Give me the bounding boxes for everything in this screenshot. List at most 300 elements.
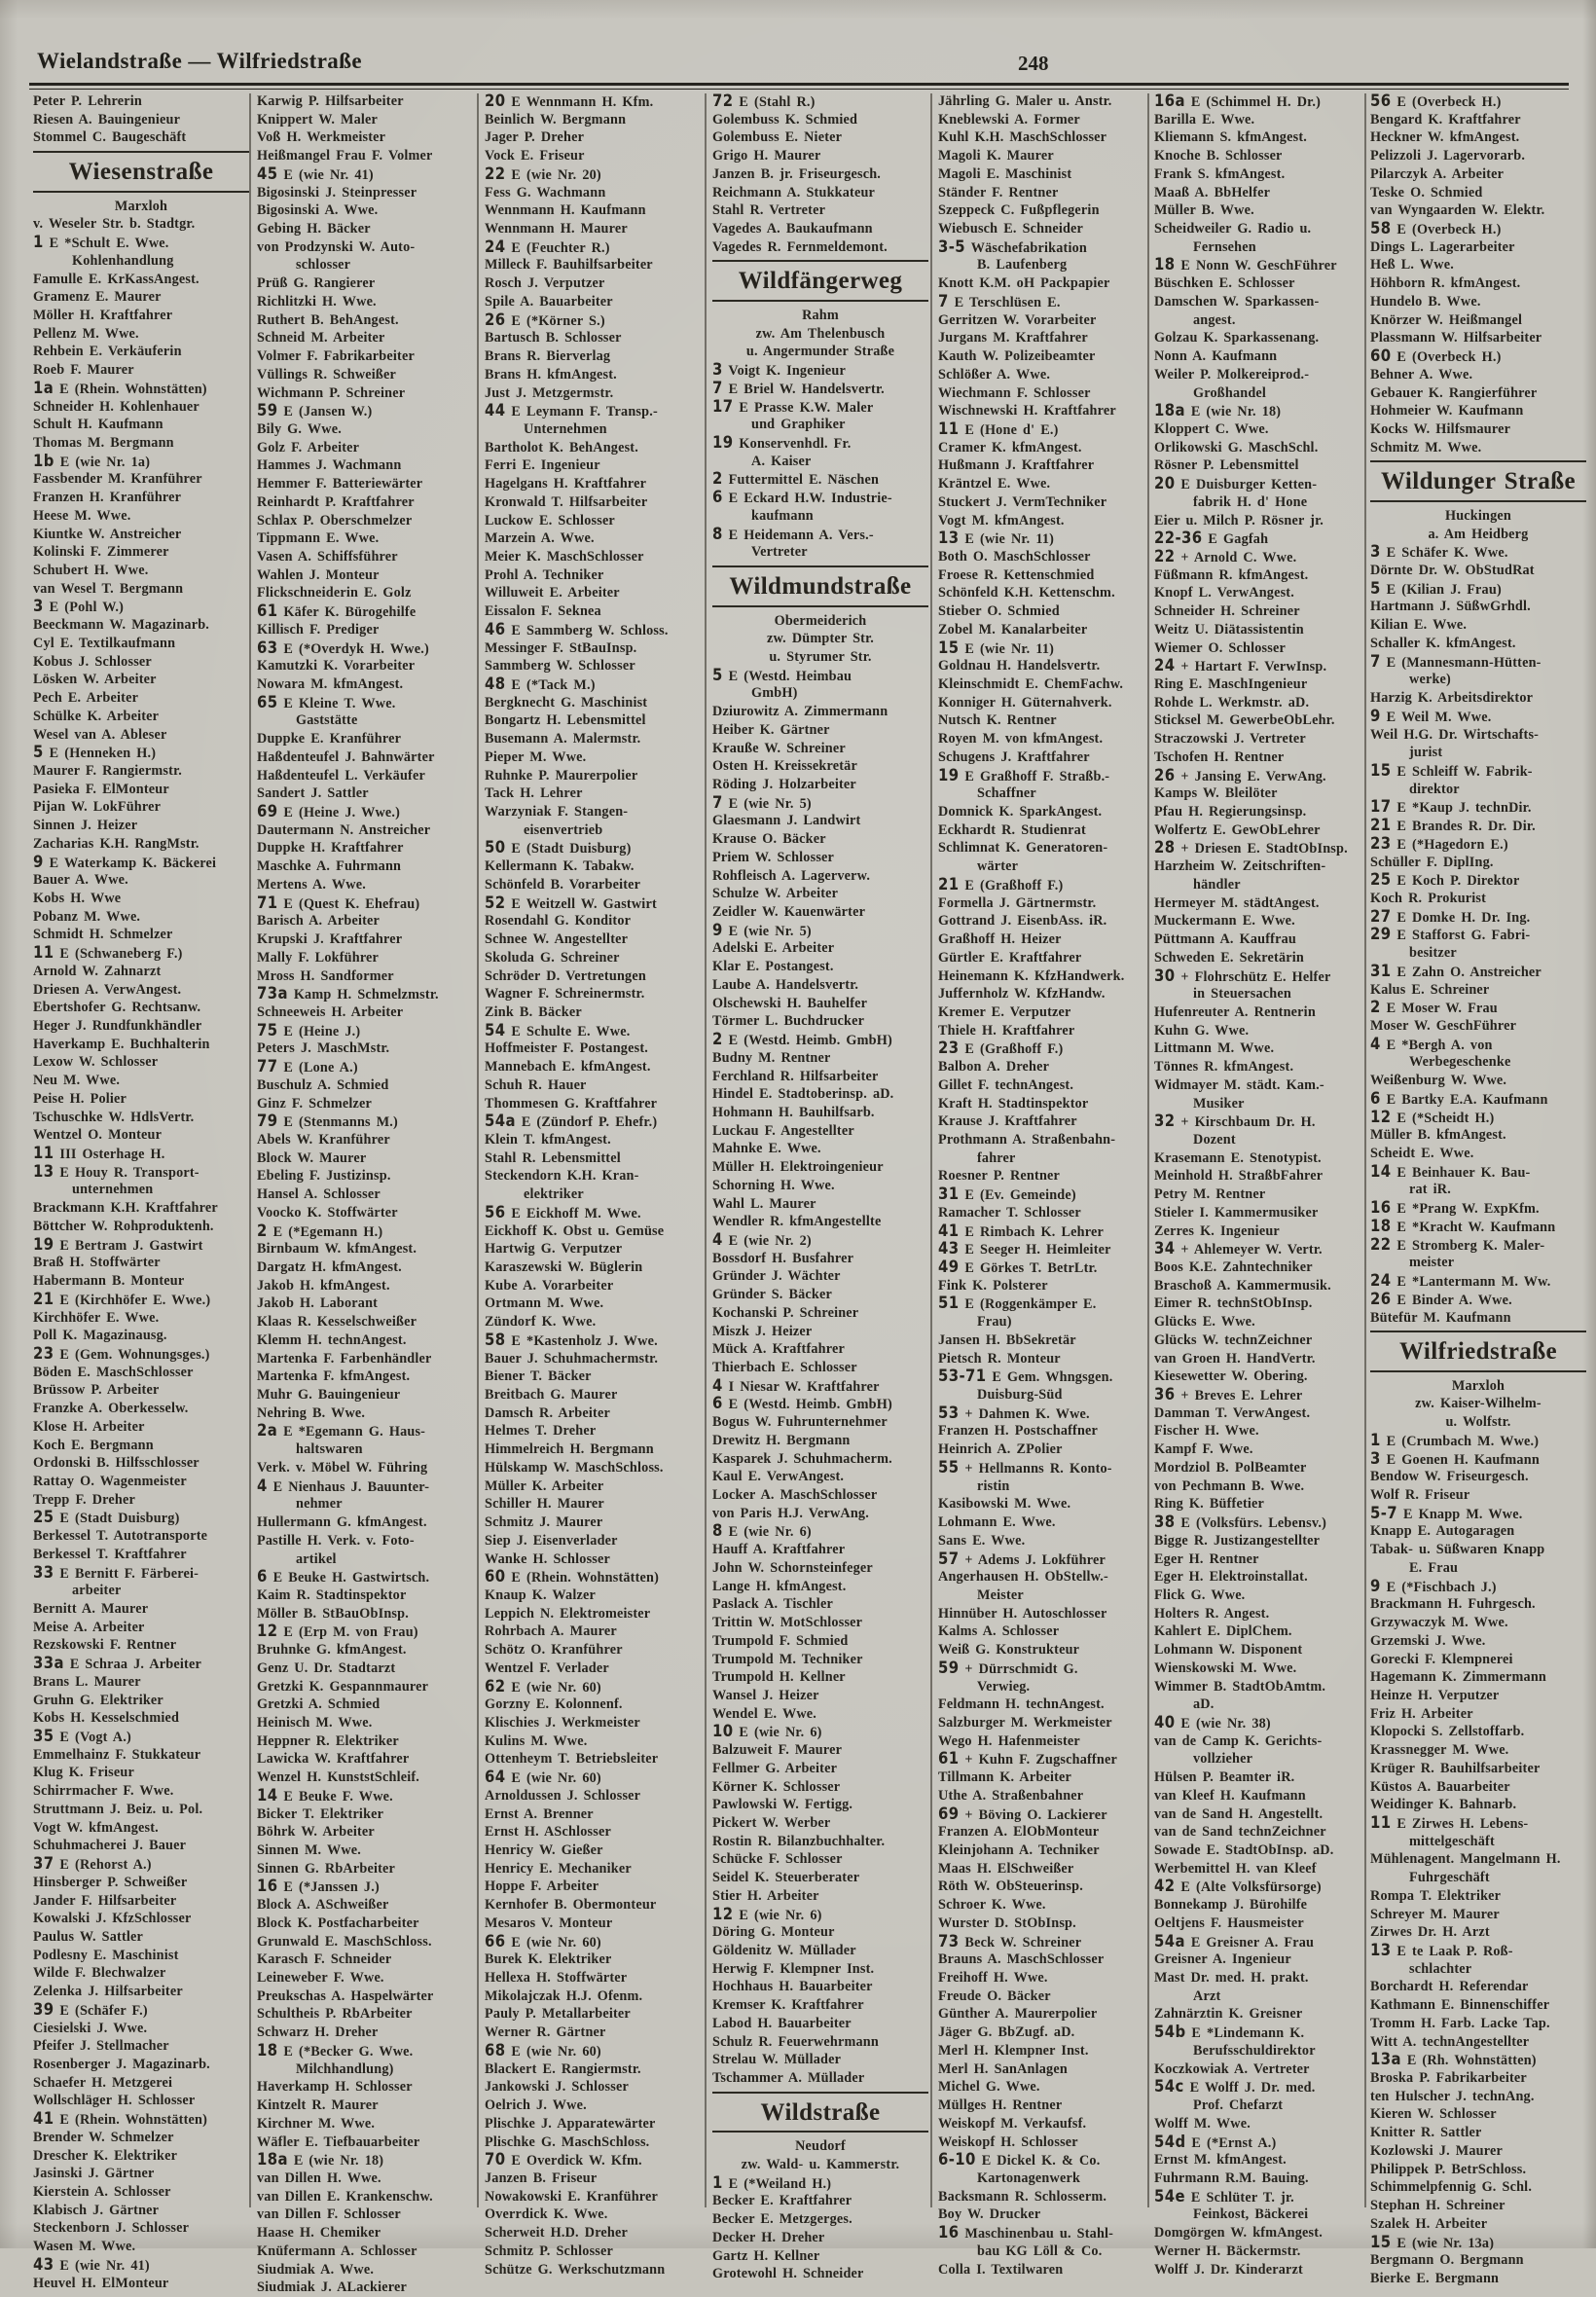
resident-entry-line: Genz U. Dr. Stadtarzt: [257, 1659, 396, 1676]
resident-entry-line: Brans H. kfmAngest.: [485, 366, 617, 383]
house-number: 52: [485, 893, 506, 912]
resident-entry-line: Hochhaus H. Bauarbeiter: [712, 1979, 873, 1995]
resident-entry-line: Hinsberger P. Schweißer: [33, 1874, 188, 1890]
entry-continuation-line: schlachter: [1409, 1960, 1472, 1977]
resident-entry-line: Beeckmann W. Magazinarb.: [33, 617, 210, 634]
resident-entry-line: van de Camp K. Gerichts-: [1154, 1732, 1323, 1749]
house-number: 2a: [257, 1421, 278, 1440]
resident-entry-line: Rattay O. Wagenmeister: [33, 1473, 187, 1489]
resident-entry-line: Merl H. SanAnlagen: [938, 2060, 1068, 2077]
house-number: 15: [938, 638, 960, 657]
house-number: 3-5: [938, 237, 966, 256]
resident-entry-line: Jander F. Hilfsarbeiter: [33, 1892, 177, 1909]
entry-continuation-line: Großhandel: [1193, 384, 1267, 401]
resident-entry-line: Gründer J. Wächter: [712, 1268, 841, 1285]
resident-entry-line: Tack H. Lehrer: [485, 785, 583, 802]
resident-entry-line: von Pechmann B. Wwe.: [1154, 1477, 1305, 1494]
resident-entry-line: Oelrich J. Wwe.: [485, 2097, 587, 2114]
resident-entry-line: Fink K. Polsterer: [938, 1277, 1048, 1294]
house-entry-line: 20 E Duisburger Ketten-: [1154, 474, 1318, 493]
resident-entry-line: Reinhardt P. Kraftfahrer: [257, 493, 415, 510]
directory-column-5: [938, 92, 1154, 2279]
header-rule: [29, 83, 1569, 90]
house-entry-line: 6 E Beuke H. Gastwirtsch.: [257, 1567, 430, 1586]
resident-entry-line: Mahnke E. Wwe.: [712, 1141, 821, 1157]
house-entry-line: 11 E (Schwaneberg F.): [33, 943, 183, 963]
resident-entry-line: Rohfleisch A. Lagerverw.: [712, 867, 871, 884]
resident-entry-line: Stuckert J. VermTechniker: [938, 493, 1107, 510]
resident-entry-line: Hoppe F. Arbeiter: [485, 1878, 599, 1895]
resident-entry-line: Eger H. Elektroinstallat.: [1154, 1569, 1308, 1586]
resident-entry-line: Eissalon F. Seknea: [485, 603, 601, 620]
resident-entry-line: Ramacher T. Schlosser: [938, 1204, 1081, 1221]
house-number: 20: [485, 91, 506, 110]
resident-entry-line: Kaul E. VerwAngest.: [712, 1469, 845, 1485]
resident-entry-line: Bigge R. Justizangestellter: [1154, 1532, 1321, 1549]
resident-entry-line: Bogus W. Fuhrunternehmer: [712, 1414, 888, 1431]
resident-entry-line: Helmes T. Dreher: [485, 1423, 597, 1440]
resident-entry-line: Busemann A. Malermstr.: [485, 731, 641, 747]
resident-entry-line: Ernst M. kfmAngest.: [1154, 2152, 1287, 2169]
house-number: 53-71: [938, 1367, 987, 1386]
resident-entry-line: Heinze H. Verputzer: [1370, 1687, 1500, 1703]
resident-entry-line: Block K. Postfacharbeiter: [257, 1914, 419, 1931]
resident-entry-line: Freihoff H. Wwe.: [938, 1970, 1048, 1987]
house-entry-line: 9 E (wie Nr. 5): [712, 920, 812, 939]
resident-entry-line: Angerhausen H. ObStellw.-: [938, 1569, 1108, 1586]
house-entry-line: 4 I Niesar W. Kraftfahrer: [712, 1375, 880, 1395]
house-entry-line: 33 E Bernitt F. Färberei-: [33, 1562, 200, 1582]
resident-entry-line: Glücks W. technZeichner: [1154, 1331, 1313, 1348]
resident-entry-line: Pieper M. Wwe.: [485, 748, 587, 765]
house-number: 7: [1370, 651, 1381, 671]
resident-entry-line: Thiele H. Kraftfahrer: [938, 1022, 1075, 1039]
resident-entry-line: Böttcher W. Rohproduktenh.: [33, 1218, 214, 1234]
house-number: 59: [257, 401, 278, 420]
district-subheader: Obermeiderich: [774, 612, 867, 629]
house-entry-line: 13a E (Rh. Wohnstätten): [1370, 2050, 1537, 2069]
resident-entry-line: Overrdick K. Wwe.: [485, 2206, 608, 2223]
entry-continuation-line: Kartonagenwerk: [977, 2169, 1081, 2186]
resident-entry-line: Orlikowski G. MaschSchl.: [1154, 439, 1319, 456]
resident-entry-line: Harzheim W. Zeitschriften-: [1154, 858, 1326, 875]
resident-entry-line: Siudmiak A. Wwe.: [257, 2261, 375, 2278]
resident-entry-line: Büschken E. Schlosser: [1154, 275, 1295, 292]
house-number: 71: [257, 893, 278, 912]
resident-entry-line: Möller H. Kraftfahrer: [33, 307, 173, 323]
resident-entry-line: Mikolajczak H.J. Ofenm.: [485, 1987, 643, 2004]
resident-entry-line: Friz H. Arbeiter: [1370, 1705, 1473, 1722]
resident-entry-line: Kernhofer B. Obermonteur: [485, 1897, 657, 1914]
resident-entry-line: Trumpold M. Techniker: [712, 1651, 863, 1667]
resident-entry-line: Konniger H. Güternahverk.: [938, 694, 1112, 711]
resident-entry-line: Wäfler E. Tiefbauarbeiter: [257, 2133, 420, 2150]
resident-entry-line: Arnoldussen J. Schlosser: [485, 1787, 641, 1804]
house-number: 34: [1154, 1239, 1176, 1258]
entry-continuation-line: Schaffner: [977, 785, 1036, 802]
house-number: 6: [712, 1394, 723, 1413]
house-entry-line: 13 E te Laak P. Roß-: [1370, 1941, 1513, 1959]
resident-entry-line: Heger J. Rundfunkhändler: [33, 1018, 202, 1034]
house-number: 26: [485, 310, 506, 329]
resident-entry-line: Kauth W. Polizeibeamter: [938, 348, 1096, 365]
resident-entry-line: Fess G. Wachmann: [485, 184, 606, 201]
resident-entry-line: Wesel van A. Ableser: [33, 726, 167, 743]
resident-entry-line: Rosendahl G. Konditor: [485, 913, 632, 930]
resident-entry-line: Drewitz H. Bergmann: [712, 1432, 851, 1448]
resident-entry-line: Block W. Maurer: [257, 1149, 367, 1166]
house-entry-line: 12 E (*Scheidt H.): [1370, 1107, 1495, 1126]
resident-entry-line: Littmann M. Wwe.: [1154, 1040, 1275, 1057]
resident-entry-line: Heß L. Wwe.: [1370, 257, 1454, 273]
directory-column-3: [485, 92, 701, 2279]
house-number: 30: [1154, 966, 1176, 985]
house-entry-line: 1 E (*Weiland H.): [712, 2172, 832, 2192]
entry-continuation-line: besitzer: [1409, 945, 1457, 962]
house-entry-line: 18a E (wie Nr. 18): [1154, 401, 1282, 420]
resident-entry-line: Famulle E. KrKassAngest.: [33, 271, 200, 287]
house-entry-line: 2a E *Egemann G. Haus-: [257, 1421, 426, 1440]
resident-entry-line: Heese M. Wwe.: [33, 507, 131, 524]
house-number: 21: [33, 1289, 54, 1308]
resident-entry-line: Vasen A. Schiffsführer: [257, 548, 398, 565]
house-number: 8: [712, 524, 723, 543]
resident-entry-line: Lohmann W. Disponent: [1154, 1642, 1303, 1659]
resident-entry-line: Weidinger K. Bahnarb.: [1370, 1797, 1517, 1813]
resident-entry-line: Hellexa H. Stoffwärter: [485, 1970, 628, 1987]
house-number: 75: [257, 1020, 278, 1039]
resident-entry-line: Schmitz P. Schlosser: [485, 2242, 614, 2259]
street-range-note: u. Wolfstr.: [1445, 1414, 1511, 1431]
resident-entry-line: Krasemann E. Stenotypist.: [1154, 1149, 1322, 1166]
resident-entry-line: Vagedes A. Baukaufmann: [712, 221, 873, 237]
resident-entry-line: Bergmann O. Bergmann: [1370, 2252, 1524, 2269]
house-number: 54: [485, 1020, 506, 1039]
resident-entry-line: Hansel A. Schlosser: [257, 1186, 381, 1203]
resident-entry-line: Gretzki A. Schmied: [257, 1696, 381, 1713]
resident-entry-line: Krauße W. Schreiner: [712, 740, 846, 756]
house-entry-line: 37 E (Rehorst A.): [33, 1854, 152, 1874]
resident-entry-line: Schulze W. Arbeiter: [712, 886, 839, 902]
resident-entry-line: Boos K.E. Zahntechniker: [1154, 1259, 1313, 1275]
resident-entry-line: Rosch J. Verputzer: [485, 275, 605, 292]
house-number: 9: [1370, 706, 1381, 725]
resident-entry-line: Ebeling F. Justizinsp.: [257, 1168, 391, 1185]
resident-entry-line: Magoli E. Maschinist: [938, 165, 1072, 182]
resident-entry-line: Kierstein A. Schlosser: [33, 2184, 171, 2200]
resident-entry-line: Ring E. MaschIngenieur: [1154, 676, 1308, 692]
house-entry-line: 2 E Moser W. Frau: [1370, 998, 1498, 1017]
house-number: 45: [257, 164, 278, 183]
column-divider: [1364, 93, 1366, 2207]
house-entry-line: 16 Maschinenbau u. Stahl-: [938, 2223, 1114, 2242]
resident-entry-line: Schulz R. Feuerwehrmann: [712, 2033, 879, 2050]
house-entry-line: 58 E *Kastenholz J. Wwe.: [485, 1330, 658, 1349]
house-number: 39: [33, 1999, 54, 2019]
resident-entry-line: Dziurowitz A. Zimmermann: [712, 704, 889, 720]
resident-entry-line: Zink B. Bäcker: [485, 1003, 582, 1020]
street-range-note: a. Am Heidberg: [1428, 526, 1529, 542]
resident-entry-line: Haase H. Chemiker: [257, 2225, 381, 2242]
resident-entry-line: Roeb F. Maurer: [33, 362, 134, 379]
entry-continuation-line: Musiker: [1193, 1095, 1245, 1112]
resident-entry-line: Kremser K. Kraftfahrer: [712, 1997, 864, 2014]
house-number: 22-36: [1154, 529, 1203, 548]
resident-entry-line: Brender W. Schmelzer: [33, 2129, 174, 2145]
house-entry-line: 48 E (*Tack M.): [485, 675, 596, 693]
entry-continuation-line: arbeiter: [72, 1583, 122, 1599]
house-number: 11: [938, 419, 960, 438]
resident-entry-line: Klose H. Arbeiter: [33, 1418, 145, 1435]
resident-entry-line: Hohmeier W. Kaufmann: [1370, 403, 1524, 419]
resident-entry-line: Karaszewski W. Büglerin: [485, 1259, 643, 1275]
resident-entry-line: Schorning H. Wwe.: [712, 1177, 835, 1193]
resident-entry-line: Wennmann H. Maurer: [485, 221, 628, 237]
resident-entry-line: Pfeifer J. Stellmacher: [33, 2038, 169, 2055]
entry-continuation-line: angest.: [1193, 311, 1236, 328]
resident-entry-line: Nehring B. Wwe.: [257, 1404, 366, 1421]
house-number: 61: [938, 1749, 960, 1768]
resident-entry-line: Maas H. ElSchweißer: [938, 1860, 1074, 1877]
house-number: 41: [33, 2109, 54, 2129]
resident-entry-line: Rompa T. Elektriker: [1370, 1887, 1502, 1904]
resident-entry-line: Verk. v. Möbel W. Führing: [257, 1459, 428, 1476]
resident-entry-line: Küstos A. Bauarbeiter: [1370, 1778, 1510, 1795]
resident-entry-line: Tromm H. Farb. Lacke Tap.: [1370, 2015, 1550, 2031]
resident-entry-line: Schücke F. Schlosser: [712, 1851, 843, 1868]
resident-entry-line: Bauer J. Schuhmachermstr.: [485, 1350, 659, 1367]
house-number: 4: [1370, 1034, 1381, 1053]
resident-entry-line: Vock E. Friseur: [485, 148, 585, 164]
resident-entry-line: Damsch R. Arbeiter: [485, 1404, 610, 1421]
resident-entry-line: Schötz O. Kranführer: [485, 1642, 623, 1659]
resident-entry-line: Just J. Metzgermstr.: [485, 384, 614, 401]
resident-entry-line: Fassbender M. Kranführer: [33, 471, 202, 488]
house-number: 60: [485, 1567, 506, 1586]
resident-entry-line: Pobanz M. Wwe.: [33, 908, 141, 925]
house-entry-line: 19 E Bertram J. Gastwirt: [33, 1234, 203, 1254]
entry-continuation-line: kaufmann: [751, 507, 814, 524]
resident-entry-line: Jager P. Dreher: [485, 129, 585, 146]
resident-entry-line: Locker A. MaschSchlosser: [712, 1487, 878, 1504]
resident-entry-line: Tillmann K. Arbeiter: [938, 1769, 1072, 1786]
house-entry-line: 16a E (Schimmel H. Dr.): [1154, 91, 1322, 110]
resident-entry-line: Pickert W. Werber: [712, 1814, 831, 1831]
resident-entry-line: Prothmann A. Straßenbahn-: [938, 1131, 1116, 1148]
resident-entry-line: Bütefür M. Kaufmann: [1370, 1309, 1511, 1326]
house-number: 54e: [1154, 2186, 1185, 2206]
resident-entry-line: Emmelhainz F. Stukkateur: [33, 1746, 201, 1763]
house-entry-line: 35 E (Vogt A.): [33, 1727, 131, 1746]
resident-entry-line: Balbon A. Dreher: [938, 1059, 1050, 1076]
resident-entry-line: Kube A. Vorarbeiter: [485, 1277, 614, 1294]
resident-entry-line: Wansel J. Heizer: [712, 1687, 819, 1703]
resident-entry-line: Formella J. Gärtnermstr.: [938, 894, 1097, 911]
house-number: 46: [485, 619, 506, 638]
house-entry-line: 29 E Stafforst G. Fabri-: [1370, 925, 1531, 944]
resident-entry-line: Hermeyer M. städtAngest.: [1154, 894, 1320, 911]
resident-entry-line: Abels W. Kranführer: [257, 1131, 390, 1148]
resident-entry-line: Kampf F. Wwe.: [1154, 1441, 1253, 1458]
resident-entry-line: Damman T. VerwAngest.: [1154, 1404, 1311, 1421]
house-entry-line: 4 E *Bergh A. von: [1370, 1034, 1493, 1053]
house-entry-line: 21 E (Graßhoff F.): [938, 874, 1064, 893]
house-number: 9: [33, 852, 44, 871]
resident-entry-line: Muckermann E. Wwe.: [1154, 913, 1295, 930]
resident-entry-line: Krüger R. Bauhilfsarbeiter: [1370, 1760, 1541, 1776]
entry-continuation-line: Vertreter: [751, 544, 808, 561]
resident-entry-line: Kochanski P. Schreiner: [712, 1304, 859, 1321]
resident-entry-line: Dargatz H. kfmAngest.: [257, 1259, 402, 1275]
house-entry-line: 6 E Bartky E.A. Kaufmann: [1370, 1088, 1548, 1108]
resident-entry-line: Pauly P. Metallarbeiter: [485, 2006, 631, 2023]
entry-continuation-line: Berufsschuldirektor: [1193, 2042, 1316, 2059]
resident-entry-line: Kalms A. Schlosser: [938, 1623, 1060, 1640]
resident-entry-line: Paulus W. Sattler: [33, 1928, 144, 1945]
house-entry-line: 40 E (wie Nr. 38): [1154, 1712, 1271, 1732]
resident-entry-line: v. Weseler Str. b. Stadtgr.: [33, 216, 196, 233]
resident-entry-line: Riesen A. Bauingenieur: [33, 111, 181, 128]
resident-entry-line: Karasch F. Schneider: [257, 1951, 392, 1968]
street-header: Wildmundstraße: [712, 565, 928, 607]
house-number: 13a: [1370, 2050, 1401, 2069]
house-number: 23: [1370, 833, 1392, 853]
resident-entry-line: Vagedes R. Fernmeldemont.: [712, 238, 888, 255]
resident-entry-line: Plischke G. MaschSchloss.: [485, 2133, 650, 2150]
house-number: 23: [938, 1039, 960, 1058]
resident-entry-line: Füßmann R. kfmAngest.: [1154, 566, 1309, 583]
resident-entry-line: Schweden E. Sekretärin: [1154, 949, 1304, 966]
resident-entry-line: Wasen M. Wwe.: [33, 2239, 136, 2255]
house-number: 42: [1154, 1877, 1176, 1896]
resident-entry-line: Roesner P. Rentner: [938, 1168, 1061, 1185]
house-entry-line: 53 + Dahmen K. Wwe.: [938, 1403, 1090, 1422]
entry-continuation-line: Unternehmen: [524, 420, 607, 437]
entry-continuation-line: Prof. Chefarzt: [1193, 2097, 1284, 2114]
resident-entry-line: Kathmann E. Binnenschiffer: [1370, 1997, 1550, 2014]
house-number: 57: [938, 1549, 960, 1568]
resident-entry-line: Wurster D. StObInsp.: [938, 1914, 1076, 1931]
resident-entry-line: van Dillen F. Schlosser: [257, 2206, 401, 2223]
resident-entry-line: Zelenka J. Hilfsarbeiter: [33, 1984, 183, 2000]
resident-entry-line: Ottenheym T. Betriebsleiter: [485, 1751, 659, 1768]
house-number: 59: [938, 1658, 960, 1677]
house-entry-line: 58 E (Overbeck H.): [1370, 219, 1502, 238]
resident-entry-line: Wanke H. Schlosser: [485, 1550, 611, 1567]
resident-entry-line: Thomas M. Bergmann: [33, 435, 174, 451]
resident-entry-line: Kronwald T. Hilfsarbeiter: [485, 493, 648, 510]
resident-entry-line: Kleinjohann A. Techniker: [938, 1842, 1100, 1858]
resident-entry-line: Duppke H. Kraftfahrer: [257, 840, 404, 857]
resident-entry-line: van Groen H. HandVertr.: [1154, 1350, 1316, 1367]
house-entry-line: 8 E Heidemann A. Vers.-: [712, 524, 874, 543]
resident-entry-line: Broska P. Fabrikarbeiter: [1370, 2070, 1527, 2087]
house-number: 1a: [33, 378, 54, 397]
entry-continuation-line: werke): [1409, 672, 1451, 688]
resident-entry-line: Wolfertz E. GewObLehrer: [1154, 821, 1321, 838]
resident-entry-line: Weißenburg W. Wwe.: [1370, 1073, 1507, 1089]
entry-continuation-line: Werbegeschenke: [1409, 1054, 1511, 1071]
resident-entry-line: Adelski E. Arbeiter: [712, 940, 835, 957]
street-range-note: zw. Am Thelenbusch: [755, 325, 886, 342]
resident-entry-line: Törmer L. Buchdrucker: [712, 1013, 865, 1030]
resident-entry-line: Arnold W. Zahnarzt: [33, 963, 162, 979]
house-entry-line: 6 E Eckard H.W. Industrie-: [712, 488, 892, 507]
house-number: 16: [257, 1877, 278, 1896]
resident-entry-line: Straczowski J. Vertreter: [1154, 731, 1306, 747]
resident-entry-line: Hülsen P. Beamter iR.: [1154, 1769, 1295, 1786]
house-number: 9: [1370, 1576, 1381, 1595]
resident-entry-line: Thierbach E. Schlosser: [712, 1360, 857, 1375]
resident-entry-line: Rezskowski F. Rentner: [33, 1637, 177, 1654]
house-number: 37: [33, 1854, 54, 1874]
resident-entry-line: Willuweit E. Arbeiter: [485, 585, 620, 602]
resident-entry-line: Zündorf K. Wwe.: [485, 1314, 597, 1331]
resident-entry-line: Birnbaum W. kfmAngest.: [257, 1241, 417, 1258]
resident-entry-line: Hoffmeister F. Postangest.: [485, 1040, 648, 1057]
resident-entry-line: Püttmann A. Kauffrau: [1154, 931, 1296, 948]
resident-entry-line: Bruhnke G. kfmAngest.: [257, 1642, 407, 1659]
resident-entry-line: Bengard K. Kraftfahrer: [1370, 111, 1521, 128]
house-entry-line: 31 E (Ev. Gemeinde): [938, 1185, 1076, 1204]
resident-entry-line: Barilla E. Wwe.: [1154, 111, 1255, 128]
resident-entry-line: Graßhoff H. Heizer: [938, 931, 1062, 948]
resident-entry-line: Schaller K. kfmAngest.: [1370, 635, 1516, 651]
house-entry-line: 61 + Kuhn F. Zugschaffner: [938, 1749, 1117, 1768]
house-entry-line: 27 E Domke H. Dr. Ing.: [1370, 906, 1531, 926]
resident-entry-line: Scheidweiler G. Radio u.: [1154, 221, 1312, 237]
house-number: 24: [485, 237, 506, 256]
house-number: 3: [1370, 1448, 1381, 1468]
resident-entry-line: Biener T. Bäcker: [485, 1368, 592, 1385]
resident-entry-line: Weil H.G. Dr. Wirtschafts-: [1370, 726, 1540, 743]
resident-entry-line: Kocks W. Hilfsmaurer: [1370, 420, 1511, 437]
resident-entry-line: Ruthert B. BehAngest.: [257, 311, 399, 328]
entry-continuation-line: fabrik H. d' Hone: [1193, 493, 1308, 510]
resident-entry-line: Schneid M. Arbeiter: [257, 330, 385, 346]
resident-entry-line: Kieren W. Schlosser: [1370, 2106, 1497, 2123]
resident-entry-line: Gerritzen W. Vorarbeiter: [938, 311, 1097, 328]
resident-entry-line: Froese R. Kettenschmied: [938, 566, 1095, 583]
house-entry-line: 71 E (Quest K. Ehefrau): [257, 893, 420, 912]
resident-entry-line: Bily G. Wwe.: [257, 420, 342, 437]
house-number: 56: [485, 1202, 506, 1221]
house-entry-line: 54 E Schulte E. Wwe.: [485, 1020, 631, 1039]
resident-entry-line: Stommel C. Baugeschäft: [33, 129, 187, 146]
resident-entry-line: Schneider H. Kohlenhauer: [33, 398, 200, 415]
house-number: 11: [33, 943, 54, 963]
resident-entry-line: Gorecki F. Klempnerei: [1370, 1651, 1513, 1667]
resident-entry-line: Martenka F. Farbenhändler: [257, 1350, 432, 1367]
entry-continuation-line: Fernsehen: [1193, 238, 1256, 255]
resident-entry-line: Hohmann H. Bauhilfsarb.: [712, 1104, 875, 1120]
resident-entry-line: Grzywaczyk M. Wwe.: [1370, 1615, 1508, 1631]
resident-entry-line: Körner K. Schlosser: [712, 1778, 841, 1795]
resident-entry-line: Miszk J. Heizer: [712, 1323, 813, 1339]
resident-entry-line: Rohrbach A. Maurer: [485, 1623, 617, 1640]
house-entry-line: 23 E (Gem. Wohnungsges.): [33, 1343, 210, 1363]
house-number: 1: [33, 233, 44, 252]
house-entry-line: 5-7 E Knapp M. Wwe.: [1370, 1503, 1523, 1522]
street-range-note: zw. Kaiser-Wilhelm-: [1415, 1396, 1542, 1412]
house-entry-line: 21 E (Kirchhöfer E. Wwe.): [33, 1289, 211, 1308]
resident-entry-line: Schimmelpfennig G. Schl.: [1370, 2179, 1533, 2196]
resident-entry-line: Wollschläger H. Schlosser: [33, 2093, 196, 2109]
house-number: 26: [1370, 1289, 1392, 1308]
house-number: 33a: [33, 1654, 64, 1673]
resident-entry-line: Flickschneiderin E. Golz: [257, 585, 412, 602]
house-entry-line: 2 E (Westd. Heimb. GmbH): [712, 1030, 892, 1049]
